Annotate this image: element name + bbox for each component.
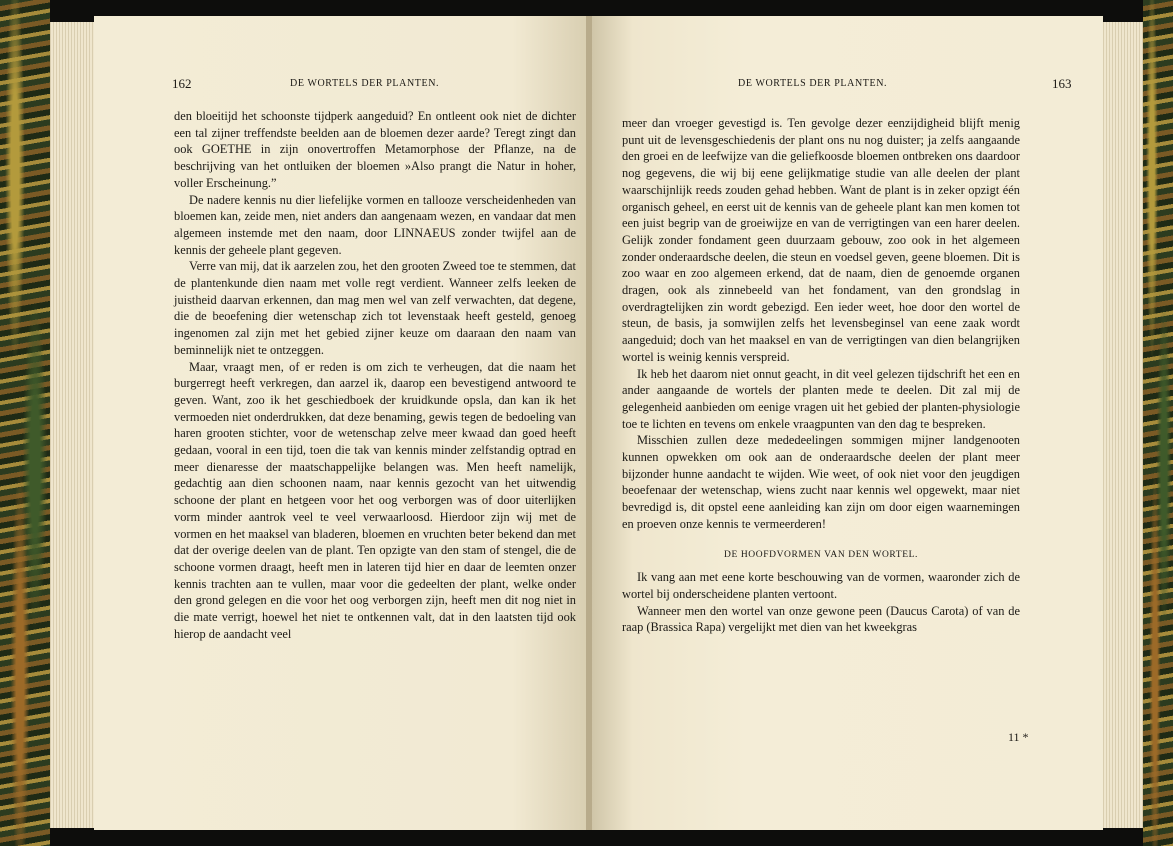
paragraph: meer dan vroeger gevestigd is. Ten gevolge dezer eenzijdigheid blijft menig punt uit de levensgeschiedenis der plant ons nu nog duister; ja zelfs aangaande den groei en de leefwijze van die geliefkoosde bloemen ontbreken ons daardoor nog gegevens, die wij bij eene gelijkmatige studie van alle deelen der plant waarschijnlijk reeds zouden gehad hebben. Want de plant is in zeker opzigt één organisch geheel, en eerst uit de kennis van de geheele plant kan men komen tot een juist begrip van de groeiwijze en van de verrigtingen van een harer deelen. Gelijk zonder fondament geen duurzaam gebouw, zoo ook in het algemeen zonder onderaardsche deelen, die steun en voedsel geven, geene bloemen. Dit is zoo waar en zoo algemeen erkend, dat de naam, dien de genoemde organen dragen, ook als zinnebeeld van het fondament, van den grondslag in overdragtelijken zin wordt gebezigd. Een ieder weet, hoe door den wortel de steun, de basis, ja somwijlen zelfs het levensbeginsel van eene zaak wordt aangeduid; doch van het maaksel en van de verrigtingen van dien belangrijken wortel is weinig kennis verspreid. [622, 116, 1020, 364]
paragraph: Ik heb het daarom niet onnut geacht, in dit veel gelezen tijdschrift het een en ander aangaande de wortels der planten mede te deelen. Dit zal mij de gelegenheid aanbieden om eenige vragen uit het gebied der planten-physiologie toe te lichten en tevens om enkele vraagpunten van den dag te bespreken. [622, 366, 1020, 431]
paragraph: Wanneer men den wortel van onze gewone peen (Daucus Carota) of van de raap (Brassica Rapa) vergelijkt met dien van het kweekgras [622, 603, 1020, 635]
page-number: 162 [172, 76, 192, 91]
marbled-cover-right [1143, 0, 1173, 846]
page-number: 163 [1052, 76, 1072, 91]
paragraph: den bloeitijd het schoonste tijdperk aangeduid? En ontleent ook niet de dichter een tal zijner treffendste beelden aan de bloemen dezer aarde? Teregt zingt dan ook GOETHE in zijn onovertroffen Metamorphose der Pflanze, na de beschrijving van het ontluiken der bloemen »Also prangt die Natur in hoher, voller Erscheinung.” [174, 109, 576, 190]
paragraph: Verre van mij, dat ik aarzelen zou, het den grooten Zweed toe te stemmen, dat de plantenkunde dien naam met volle regt verdient. Wanneer zelfs leeken de juistheid daarvan erkennen, dan mag men wel van zelf verwachten, dat degene, die de beoefening dier wetenschap zich tot levenstaak heeft gesteld, genoeg ingenomen zal zijn met het gebied zijner keuze om daaraan den naam van beminnelijk niet te ontzeggen. [174, 259, 576, 357]
paragraph: Ik vang aan met eene korte beschouwing van de vormen, waaronder zich de wortel bij onderscheidene planten vertoont. [622, 570, 1020, 601]
running-head: DE WORTELS DER PLANTEN. [290, 78, 440, 89]
section-heading: DE HOOFDVORMEN VAN DEN WORTEL. [724, 549, 918, 560]
paragraph: Maar, vraagt men, of er reden is om zich te verheugen, dat die naam het burgerregt heeft verkregen, dan aarzel ik, daarop een bevestigend antwoord te geven. Want, zoo ik het geschiedboek der kruidkunde opsla, dan kan ik het vermoeden niet onderdrukken, dat deze benaming, gewis tegen de bedoeling van haren grooten stichter, voor de wetenschap zelve meer kwaad dan goed heeft gedaan, vooral in een tijd, toen die tak van kennis minder zelfstandig optrad en meer dienaresse der maatschappelijke belangen was. Men heeft namelijk, gedachtig aan dien schoonen naam, naar kennis gezocht van het uitwendig schoone der plant en hetgeen voor het oog verborgen was of door uiterlijken vorm minder aantrok veel te veel verwaarloosd. Hierdoor zijn wij met de vormen en het maaksel van bladeren, bloemen en vruchten beter bekend dan met dat der overige deelen van de plant. Ten opzigte van den stam of stengel, die de schoone vormen draagt, heeft men in lateren tijd hier en daar de leemten onzer kennis trachten aan te vullen, maar voor die gedeelten der plant, welke onder den grond gelegen en die voor het oog verborgen zijn, heeft men dit nog niet in die mate verrigt, hoewel het niet te ontkennen valt, dat in den laatsten tijd ook hierop de aandacht veel [174, 359, 576, 641]
right-page [592, 16, 1103, 830]
left-page [94, 16, 586, 830]
body-text [174, 108, 576, 643]
marbled-cover-left [0, 0, 50, 846]
page-edges-left [50, 22, 94, 828]
running-head: DE WORTELS DER PLANTEN. [738, 78, 888, 89]
paragraph: Misschien zullen deze mededeelingen sommigen mijner landgenooten kunnen opwekken om ook aan de onderaardsche deelen der plant meer bijzonder hunne aandacht te wijden. Wie weet, of ook niet voor den jeugdigen beoefenaar der wetenschap, wiens zucht naar kennis wel opgewekt, maar niet bevredigd is, dit opstel eene aanleiding kan zijn om door eigen waarnemingen en proeven onze kennis te vermeerderen! [622, 433, 1020, 531]
paragraph: De nadere kennis nu dier liefelijke vormen en tallooze verscheidenheden van bloemen kan, zeide men, niet anders dan aangenaam wezen, en vandaar dat men algemeen instemde met den naam, door LINNAEUS zonder twijfel aan de kennis der geheele plant gegeven. [174, 192, 576, 257]
signature-mark: 11 * [1008, 730, 1029, 744]
page-edges-right [1103, 22, 1143, 828]
body-text [622, 115, 1020, 636]
